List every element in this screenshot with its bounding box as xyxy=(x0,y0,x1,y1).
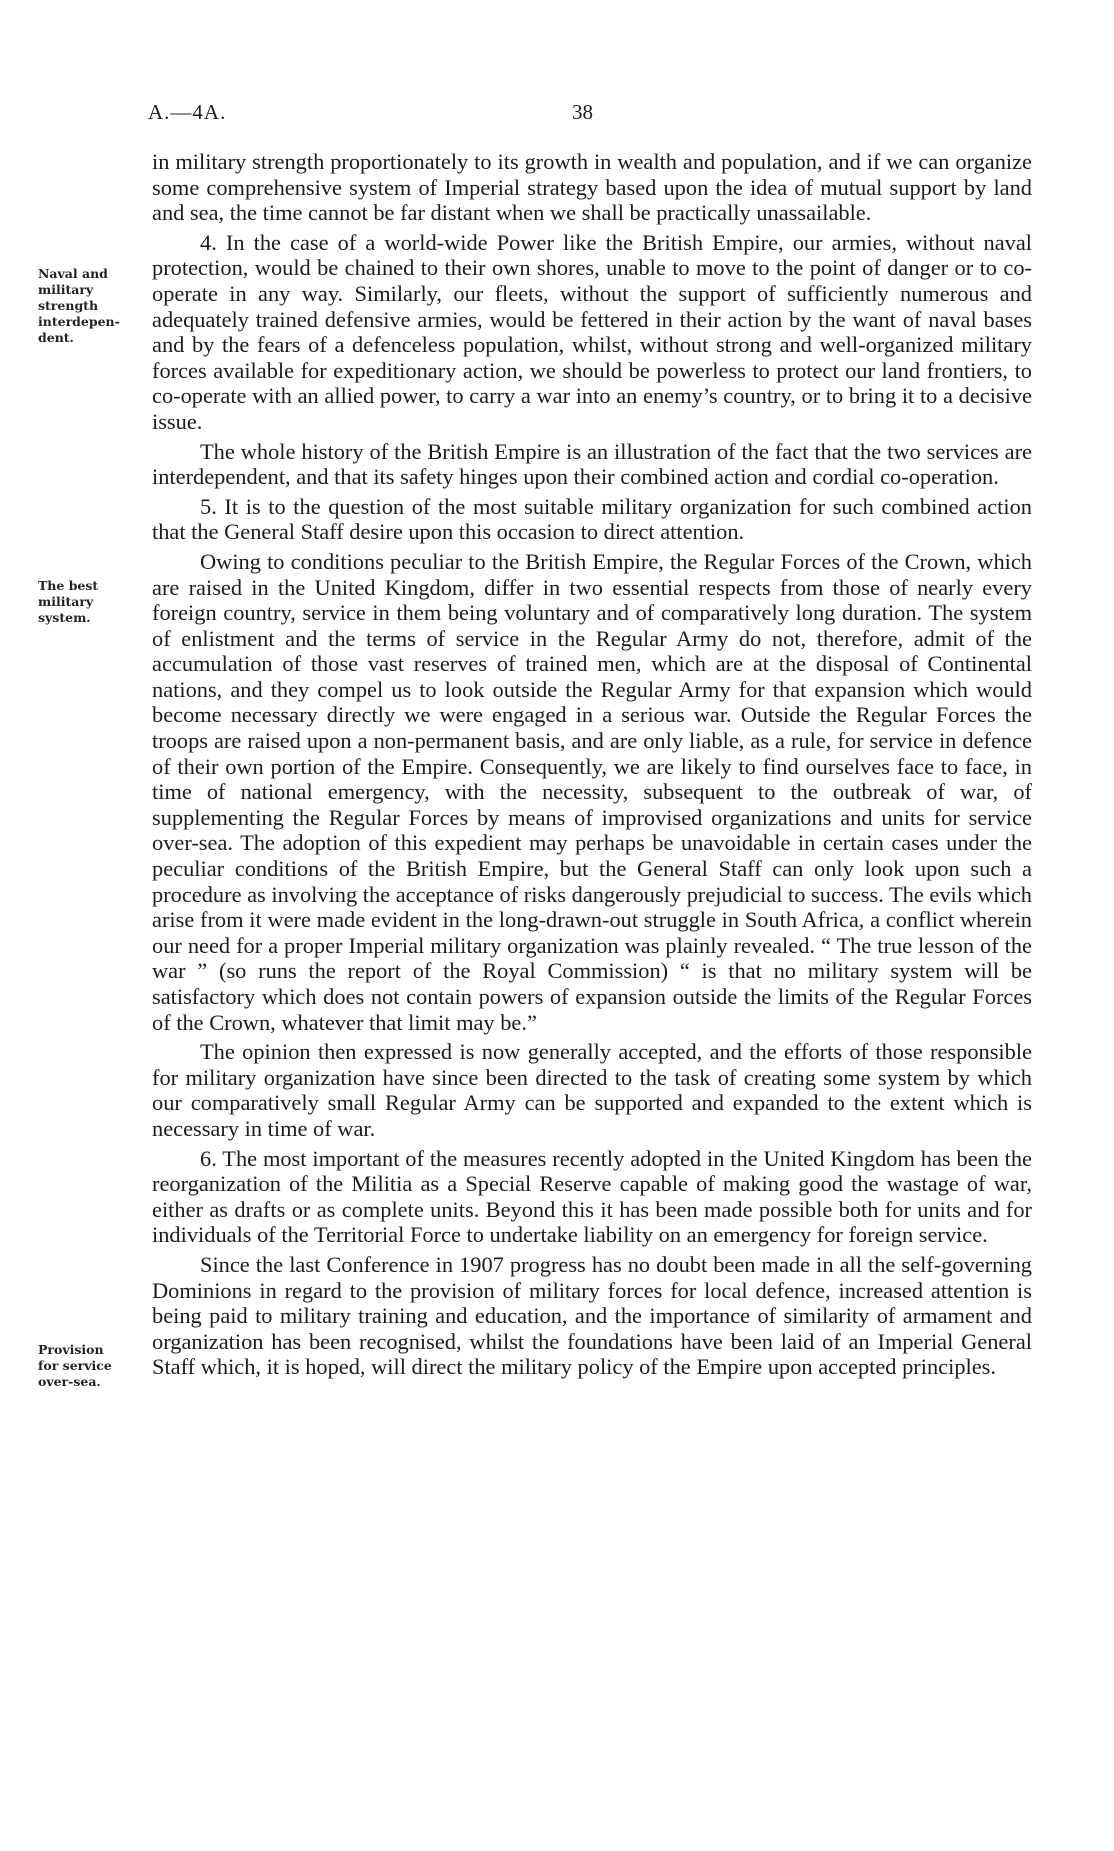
paragraph-section-4: 4. In the case of a world-wide Power like the British Empire, our armies, without naval protection, would be chained to their own shores, unable to move to the point of danger or to co-operate in any way. Similarly, our fleets, without the support of sufficiently numerous and adequately trained defensive armies, would be fettered in their action by the want of naval bases and by the fears of a defenceless population, whilst, without strong and well-organized military forces available for expeditionary action, we should be powerless to protect our land frontiers, to co-operate with an allied power, to carry a war into an enemy’s country, or to bring it to a decisive issue. xyxy=(152,229,1032,434)
paragraph-section-5: 5. It is to the question of the most suitable military organization for such combined action that the General Staff desire upon this occasion to direct attention. xyxy=(152,493,1032,545)
paragraph-section-6: 6. The most important of the measures recently adopted in the United Kingdom has been the reorganization of the Militia as a Special Reserve capable of making good the wastage of war, either as drafts or as complete units. Beyond this it has been made possible both for units and for individuals of the Territorial Force to undertake liability on an emergency for foreign service. xyxy=(152,1145,1032,1248)
paragraph-history: The whole history of the British Empire is an illustration of the fact that the two services are interdependent, and that its safety hinges upon their combined action and cordial co-operation. xyxy=(152,438,1032,490)
paragraph-continuation: in military strength proportionately to its growth in wealth and population, and if we can organize some comprehensive system of Imperial strategy based upon the idea of mutual support by land and sea, the time cannot be far distant when we shall be practically unassailable. xyxy=(152,149,1032,226)
margin-note-best-system: The best military system. xyxy=(38,578,99,625)
margin-note-provision-oversea: Provision for service over-sea. xyxy=(38,1342,112,1389)
document-reference: A.—4A. xyxy=(148,100,227,124)
paragraph-conditions: Owing to conditions peculiar to the British Empire, the Regular Forces of the Crown, which are raised in the United Kingdom, differ in two essential respects from those of nearly every foreign country, service in them being voluntary and of comparatively long duration. The system of enlistment and the terms of service in the Regular Army do not, therefore, admit of the accumulation of those vast reserves of trained men, which are at the disposal of Continental nations, and they compel us to look outside the Regular Army for that expansion which would become necessary directly we were engaged in a serious war. Outside the Regular Forces the troops are raised upon a non-permanent basis, and are only liable, as a rule, for service in defence of their own portion of the Empire. Consequently, we are likely to find ourselves face to face, in time of national emergency, with the necessity, subsequent to the outbreak of war, of supplementing the Regular Forces by means of improvised organizations and units for service over-sea. The adoption of this expedient may perhaps be unavoidable in certain cases under the peculiar conditions of the British Empire, but the General Staff can only look upon such a procedure as involving the acceptance of risks dangerously prejudicial to success. The evils which arise from it were made evident in the long-drawn-out struggle in South Africa, a conflict wherein our need for a proper Imperial military organization was plainly revealed. “ The true lesson of the war ” (so runs the report of the Royal Commission) “ is that no military system will be satisfactory which does not contain powers of expansion outside the limits of the Regular Forces of the Crown, whatever that limit may be.” xyxy=(152,548,1033,1035)
paragraph-opinion: The opinion then expressed is now generally accepted, and the efforts of those responsible for military organization have since been directed to the task of creating some system by which our comparatively small Regular Army can be supported and expanded to the extent which is necessary in time of war. xyxy=(152,1039,1032,1141)
page-header xyxy=(148,100,1028,130)
page-number: 38 xyxy=(572,100,593,124)
body-text xyxy=(152,149,1032,1384)
margin-note-naval-military: Naval and military strength interdepen-dent. xyxy=(38,266,120,345)
paragraph-conference: Since the last Conference in 1907 progress has no doubt been made in all the self-governing Dominions in regard to the provision of military forces for local defence, increased attention is being paid to military training and education, and the importance of similarity of armament and organization has been recognised, whilst the foundations have been laid of an Imperial General Staff which, it is hoped, will direct the military policy of the Empire upon accepted principles. xyxy=(152,1251,1032,1380)
